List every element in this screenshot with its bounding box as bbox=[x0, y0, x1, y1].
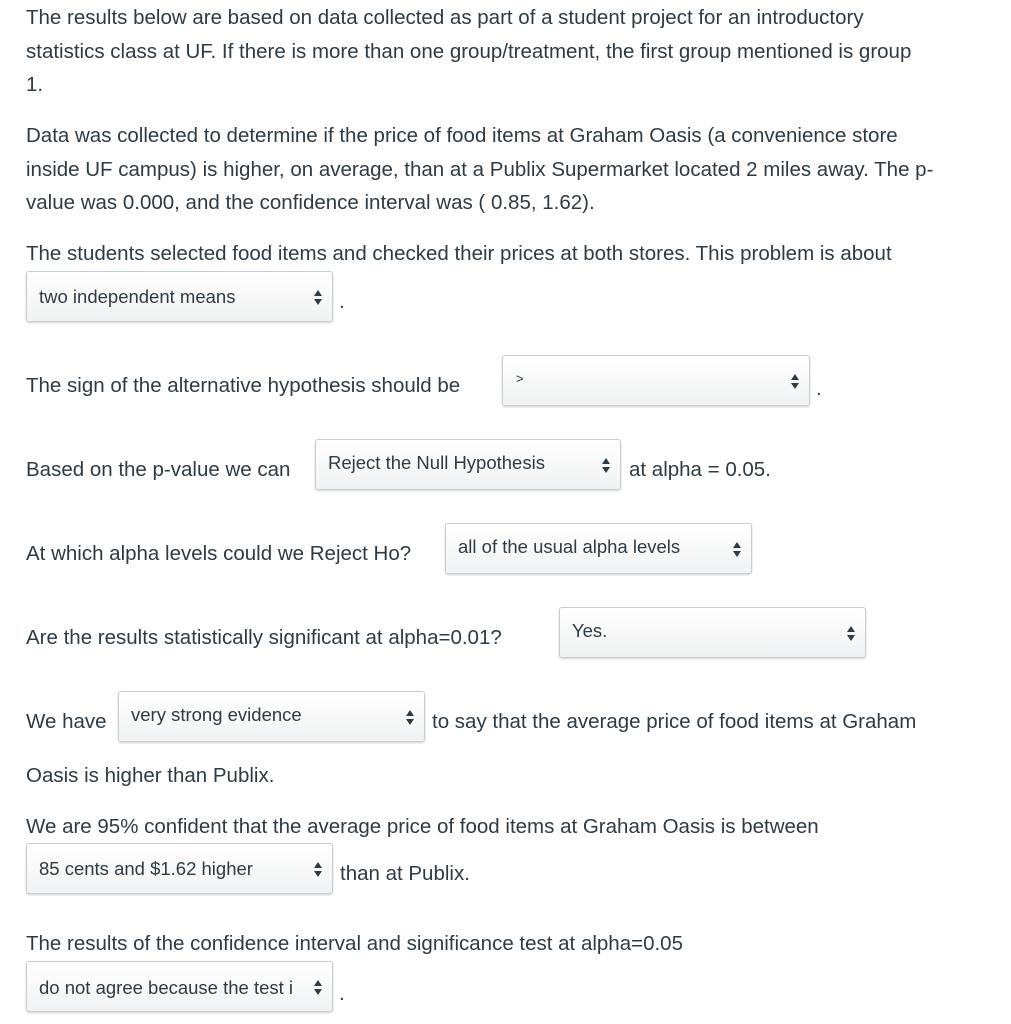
q7-suffix: than at Publix. bbox=[340, 862, 470, 885]
intro-line-2: statistics class at UF. If there is more than one group/treatment, the first group mentioned is group bbox=[26, 39, 912, 63]
select-arrows-icon bbox=[847, 626, 856, 641]
intro-line-1: The results below are based on data collected as part of a student project for an introductory bbox=[26, 6, 864, 29]
q1-text: The students selected food items and checked their prices at both stores. This problem is about bbox=[26, 242, 892, 265]
alternative-sign-value: > bbox=[516, 371, 524, 386]
q8-text: The results of the confidence interval and significance test at alpha=0.05 bbox=[26, 932, 683, 955]
intro-paragraph bbox=[26, 1, 911, 102]
q3-suffix: at alpha = 0.05. bbox=[629, 458, 771, 481]
q6-suffix: to say that the average price of food items at Graham bbox=[432, 710, 917, 733]
problem-type-select[interactable] bbox=[26, 271, 333, 322]
agreement-select[interactable] bbox=[26, 961, 333, 1012]
q3-text: Based on the p-value we can bbox=[26, 458, 291, 481]
alternative-sign-select[interactable] bbox=[502, 355, 810, 406]
alpha-levels-select[interactable] bbox=[445, 523, 752, 574]
description-line-2: inside UF campus) is higher, on average, than at a Publix Supermarket located 2 miles away. The p- bbox=[26, 157, 934, 181]
q6-line-2: Oasis is higher than Publix. bbox=[26, 764, 275, 787]
significance-value: Yes. bbox=[572, 620, 608, 641]
select-arrows-icon bbox=[314, 980, 323, 995]
decision-value: Reject the Null Hypothesis bbox=[328, 452, 545, 473]
confidence-interpretation-select[interactable] bbox=[26, 843, 333, 894]
evidence-strength-value: very strong evidence bbox=[131, 704, 302, 725]
q2-period: . bbox=[816, 377, 822, 400]
select-arrows-icon bbox=[791, 374, 800, 389]
select-arrows-icon bbox=[406, 710, 415, 725]
significance-select[interactable] bbox=[559, 607, 866, 658]
description-paragraph bbox=[26, 119, 933, 220]
intro-line-3: 1. bbox=[26, 73, 44, 96]
description-line-1: Data was collected to determine if the price of food items at Graham Oasis (a convenience store bbox=[26, 124, 898, 147]
evidence-strength-select[interactable] bbox=[118, 691, 425, 742]
decision-select[interactable] bbox=[315, 439, 621, 490]
q7-text: We are 95% confident that the average price of food items at Graham Oasis is between bbox=[26, 815, 819, 838]
select-arrows-icon bbox=[733, 542, 742, 557]
q2-text: The sign of the alternative hypothesis should be bbox=[26, 374, 461, 397]
q5-text: Are the results statistically significant at alpha=0.01? bbox=[26, 626, 502, 649]
select-arrows-icon bbox=[314, 862, 323, 877]
agreement-value: do not agree because the test i bbox=[39, 977, 294, 998]
confidence-interpretation-value: 85 cents and $1.62 higher bbox=[39, 858, 253, 879]
q8-period: . bbox=[339, 982, 345, 1005]
q6-prefix: We have bbox=[26, 710, 107, 733]
select-arrows-icon bbox=[602, 458, 611, 473]
q1-period: . bbox=[339, 290, 345, 313]
alpha-levels-value: all of the usual alpha levels bbox=[458, 536, 681, 557]
problem-type-value: two independent means bbox=[39, 286, 236, 307]
select-arrows-icon bbox=[314, 290, 323, 305]
q4-text: At which alpha levels could we Reject Ho? bbox=[26, 542, 412, 565]
description-line-3: value was 0.000, and the confidence interval was ( 0.85, 1.62). bbox=[26, 191, 595, 214]
